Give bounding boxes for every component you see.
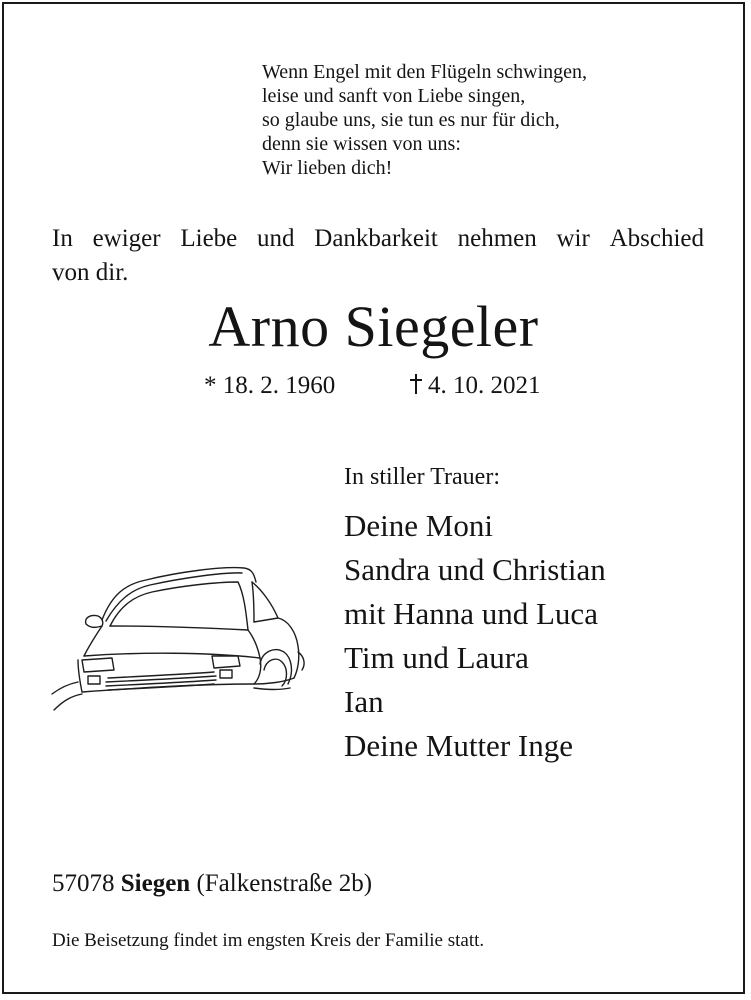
poem-line: so glaube uns, sie tun es nur für dich,	[262, 109, 560, 131]
poem	[262, 60, 587, 180]
death-date-group	[410, 370, 541, 402]
farewell-word: nehmen	[457, 225, 537, 252]
car-sketch-image	[48, 560, 310, 714]
mourners-list	[344, 504, 606, 768]
farewell-line-1	[52, 222, 704, 256]
postcode: 57078	[52, 870, 115, 897]
farewell-line-2: von dir.	[52, 259, 129, 286]
mourner-name: mit Hanna und Luca	[344, 596, 598, 631]
farewell-word: Abschied	[609, 225, 704, 252]
cross-icon	[410, 374, 422, 394]
farewell-text	[52, 222, 704, 290]
death-date: 4. 10. 2021	[428, 372, 541, 399]
farewell-word: Liebe	[180, 225, 238, 252]
mourner-name: Deine Mutter Inge	[344, 728, 573, 763]
farewell-word: und	[257, 225, 295, 252]
city: Siegen	[120, 870, 191, 897]
deceased-name: Arno Siegeler	[208, 294, 539, 359]
mourner-name: Ian	[344, 684, 384, 719]
mourner-name: Deine Moni	[344, 508, 493, 543]
farewell-word: ewiger	[92, 225, 161, 252]
poem-line: Wenn Engel mit den Flügeln schwingen,	[262, 61, 587, 83]
birth-date: * 18. 2. 1960	[204, 372, 336, 399]
poem-line: Wir lieben dich!	[262, 157, 393, 179]
poem-line: denn sie wissen von uns:	[262, 133, 461, 155]
farewell-word: In	[52, 225, 73, 252]
poem-line: leise und sanft von Liebe singen,	[262, 85, 526, 107]
mourner-name: Sandra und Christian	[344, 552, 606, 587]
burial-note: Die Beisetzung findet im engsten Kreis der Familie statt.	[52, 930, 485, 951]
street: (Falkenstraße 2b)	[196, 870, 373, 897]
farewell-word: wir	[556, 225, 590, 252]
obituary-frame	[2, 2, 745, 994]
mourning-heading: In stiller Trauer:	[344, 464, 500, 490]
farewell-word: Dankbarkeit	[314, 225, 438, 252]
mourner-name: Tim und Laura	[344, 640, 529, 675]
address-line	[52, 868, 372, 900]
